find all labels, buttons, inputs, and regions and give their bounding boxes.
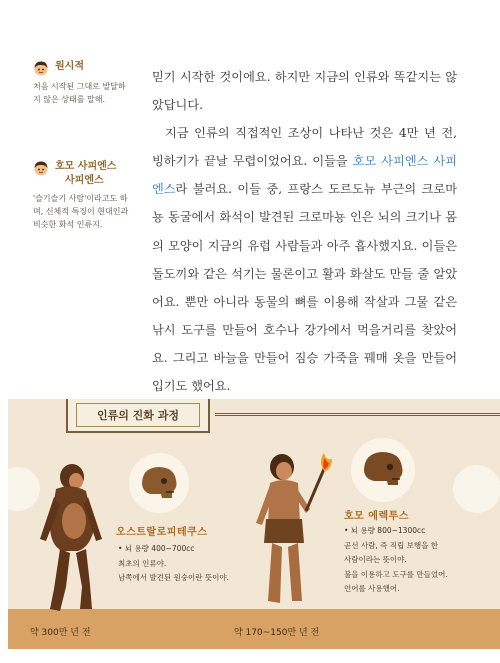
- species-info-line: 남쪽에서 발견된 원숭이란 뜻이야.: [118, 573, 229, 582]
- glossary-homo-sapiens-sapiens: [33, 160, 143, 231]
- species-info: [118, 542, 229, 586]
- glossary-term-description: [33, 80, 143, 106]
- paragraph-1: 믿기 시작한 것이에요. 하지만 지금의 인류와 똑같지는 않았답니다.: [152, 70, 457, 113]
- glossary-term-title: [55, 160, 116, 188]
- description-line: 처음 시작된 그대로 발달하: [33, 82, 126, 91]
- glossary-term-description: [33, 192, 143, 231]
- species-name: 호모 에렉투스: [344, 511, 409, 522]
- evolution-panel: [8, 399, 500, 649]
- description-line: 며, 신체적 특징이 현대인과: [33, 207, 129, 216]
- caveman-face-icon: [33, 60, 49, 76]
- title-divider: [215, 413, 500, 416]
- highlighted-term-link[interactable]: 호모 사피엔스 사피엔스: [152, 154, 458, 197]
- species-name: 오스트랄로피테쿠스: [116, 527, 208, 538]
- evolution-title-box: [66, 399, 210, 433]
- title-line: 사피엔스: [65, 175, 104, 186]
- era-label: 약 300만 년 전: [30, 628, 91, 638]
- main-body-text: [152, 63, 457, 428]
- glossary-term-title: 원시적: [55, 61, 84, 72]
- caveman-face-icon: [33, 160, 49, 176]
- species-info-line: 사람이라는 뜻이야.: [344, 555, 407, 564]
- title-line: 호모 사피엔스: [55, 161, 117, 172]
- homo-erectus-skull-icon: [350, 437, 416, 503]
- species-info: [344, 524, 448, 597]
- glossary-primitive: [33, 60, 143, 106]
- paragraph-2: [152, 119, 457, 400]
- evolution-title: 인류의 진화 과정: [96, 409, 180, 422]
- era-label: 약 170~150만 년 전: [234, 628, 320, 638]
- paragraph-2-text: 라 불러요. 이들 중, 프랑스 도르도뉴 부근의 크로마뇽 동굴에서 화석이 발견된 크로마뇽 인은 뇌의 크기나 몸의 모양이 지금의 유럽 사람들과 아주 흡사했지요. 이들은 돌도끼와 같은 석기는 물론이고 활과 화살도 만들 줄 알았어요. 뿐만 아니라 동물의 뼈를 이용해 작살과 그물 같은 낚시 도구를 만들어 호수나 강가에서 먹을거리를 찾았어요. 그리고 바늘을 만들어 짐승 가죽을 꿰매 옷을 만들어 입기도 했어요.: [152, 182, 457, 394]
- species-info-line: • 뇌 용량 800~1300cc: [344, 526, 426, 535]
- australopithecus-skull-icon: [128, 452, 190, 514]
- australopithecus-figure: [20, 459, 125, 619]
- species-info-line: 곧선 사람, 즉 직립 보행을 한: [344, 540, 438, 550]
- species-info-line: 언어를 사용했어.: [344, 584, 400, 593]
- species-info-line: 불을 이용하고 도구를 만들었어.: [344, 569, 448, 579]
- species-info-line: • 뇌 용량 400~700cc: [118, 544, 195, 553]
- description-line: '슬기슬기 사람'이라고도 하: [33, 194, 128, 203]
- homo-erectus-figure: [246, 451, 336, 621]
- species-info-line: 최초의 인류야.: [118, 558, 167, 568]
- description-line: 지 않은 상태를 말해.: [33, 95, 105, 104]
- glossary-primitive-header: [33, 60, 143, 76]
- paragraph-2-text: 지금 인류의 직접적인 조상이 나타난 것은 4만 년 전, 빙하기가 끝날 무렵이었어요. 이들을: [152, 126, 457, 169]
- description-line: 비슷한 화석 인류지.: [33, 220, 103, 229]
- glossary-hss-header: [33, 160, 143, 188]
